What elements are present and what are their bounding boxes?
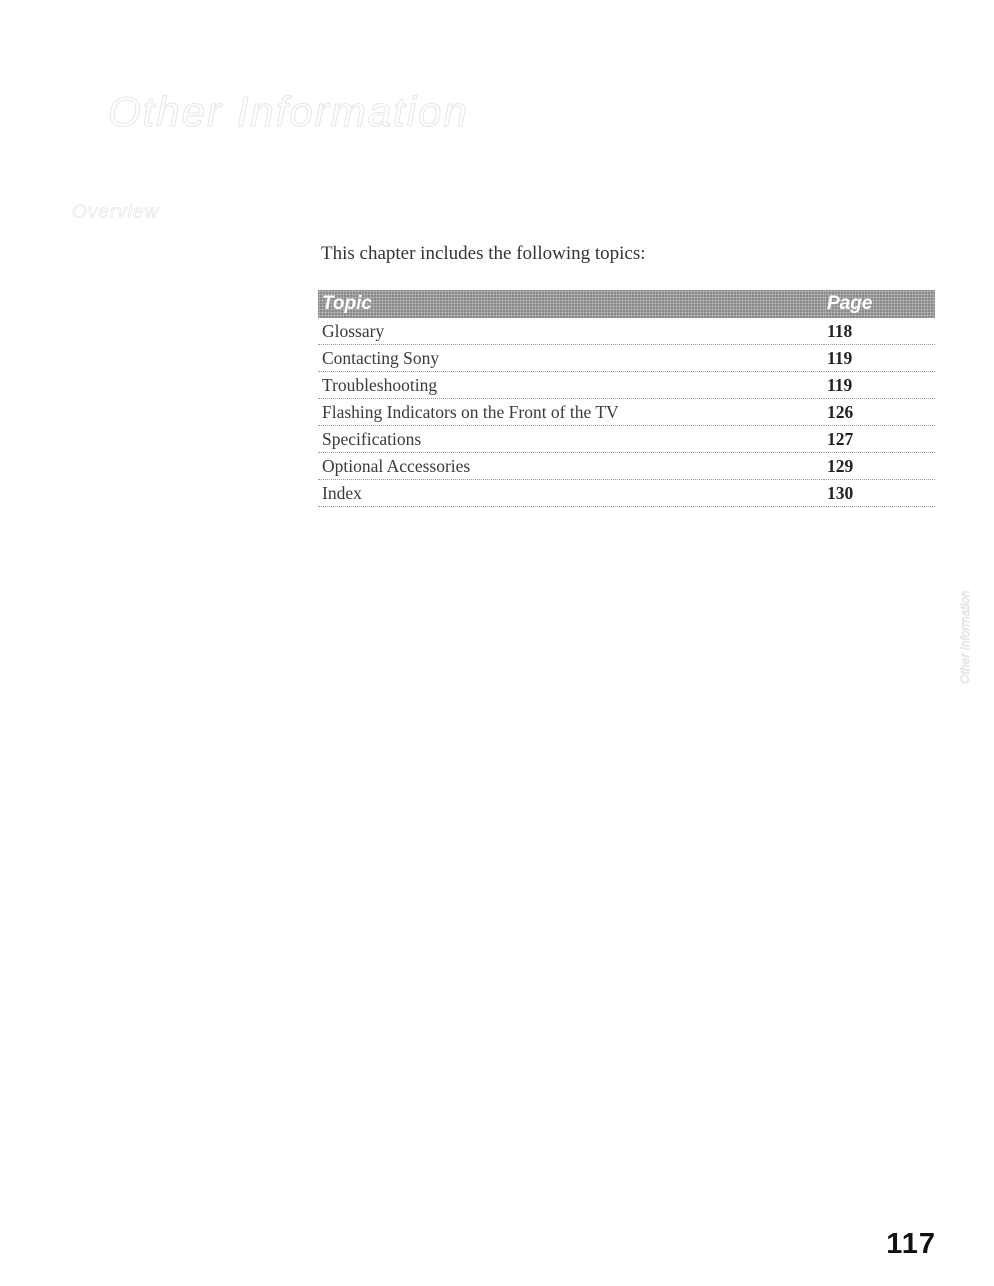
topic-cell: Contacting Sony bbox=[318, 345, 824, 372]
topic-cell: Optional Accessories bbox=[318, 453, 824, 480]
side-tab-label: Other Information bbox=[958, 590, 972, 684]
side-chapter-tab bbox=[958, 566, 972, 708]
page-cell: 130 bbox=[824, 480, 935, 507]
table-header bbox=[318, 290, 935, 318]
page-cell: 126 bbox=[824, 399, 935, 426]
page-column-header: Page bbox=[824, 290, 935, 318]
page-cell: 119 bbox=[824, 372, 935, 399]
table-row bbox=[318, 480, 935, 507]
section-title: Overview bbox=[72, 202, 160, 223]
topic-cell: Index bbox=[318, 480, 824, 507]
table-row bbox=[318, 318, 935, 345]
page-cell: 119 bbox=[824, 345, 935, 372]
page-cell: 127 bbox=[824, 426, 935, 453]
table-row bbox=[318, 453, 935, 480]
table-body bbox=[318, 318, 935, 507]
table-row bbox=[318, 399, 935, 426]
topic-column-header: Topic bbox=[318, 290, 824, 318]
page-cell: 118 bbox=[824, 318, 935, 345]
topic-cell: Troubleshooting bbox=[318, 372, 824, 399]
chapter-title: Other Information bbox=[108, 88, 469, 135]
topic-cell: Specifications bbox=[318, 426, 824, 453]
table-header-row bbox=[318, 290, 935, 318]
table-row bbox=[318, 426, 935, 453]
intro-text: This chapter includes the following topics: bbox=[321, 243, 646, 264]
topics-table bbox=[318, 290, 935, 507]
page-number: 117 bbox=[886, 1228, 936, 1260]
topic-cell: Glossary bbox=[318, 318, 824, 345]
topic-cell: Flashing Indicators on the Front of the TV bbox=[318, 399, 824, 426]
table-row bbox=[318, 372, 935, 399]
page-cell: 129 bbox=[824, 453, 935, 480]
table-row bbox=[318, 345, 935, 372]
